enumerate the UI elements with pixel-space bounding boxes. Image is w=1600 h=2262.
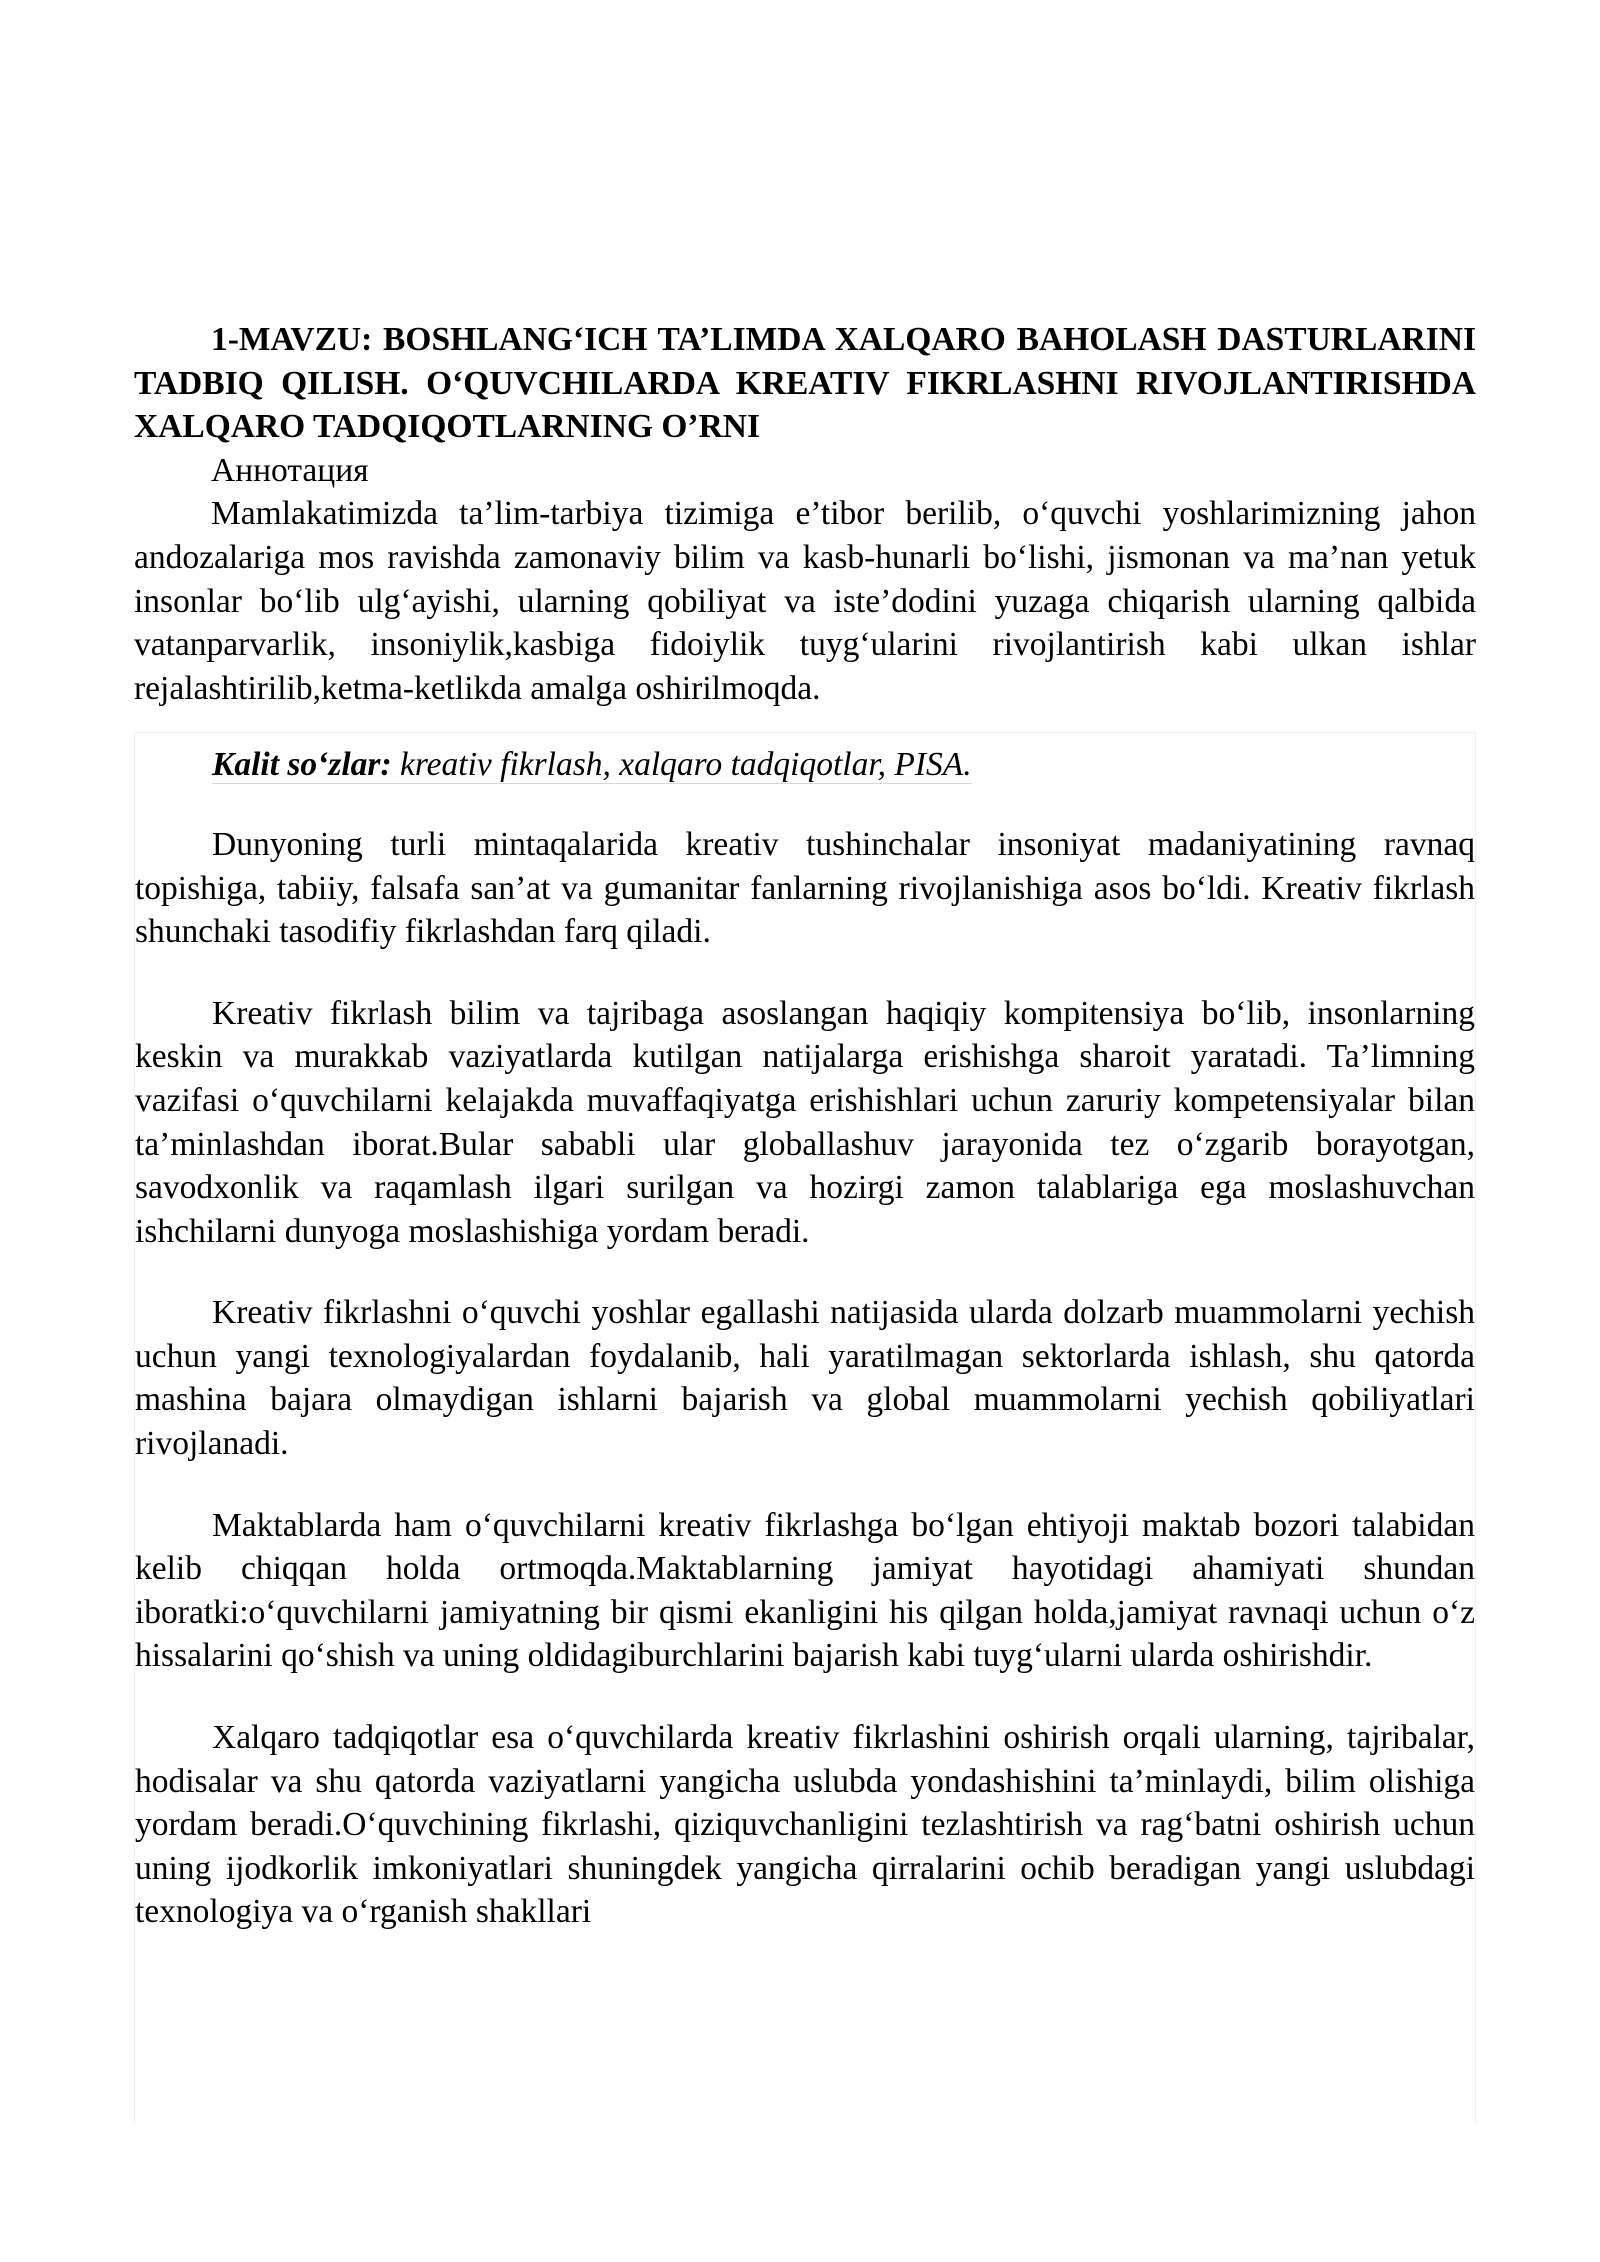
- document-title: 1-MAVZU: BOSHLANG‘ICH TA’LIMDA XALQARO BAHOLASH DASTURLARINI TADBIQ QILISH. O‘QUVCHILARDA KREATIV FIKRLASHNI RIVOJLANTIRISHDA XALQARO TADQIQOTLARNING O’RNI: [134, 321, 1476, 446]
- paragraph-4: Maktablarda ham o‘quvchilarni kreativ fikrlashga bo‘lgan ehtiyoji maktab bozori talabidan kelib chiqqan holda ortmoqda.Maktablarning jamiyat hayotidagi ahamiyati shundan iboratki:o‘quvchilarni jamiyatning bir qismi ekanligini his qilgan holda,jamiyat ravnaqi uchun o‘z hissalarini qo‘shish va uning oldidagiburchlarini bajarish kabi tuyg‘ularni ularda oshirishdir.: [135, 1506, 1475, 1675]
- keywords-text: kreativ fikrlash, xalqaro tadqiqotlar, PISA.: [391, 746, 972, 784]
- main-text-frame: [134, 732, 1476, 2123]
- document-body: [134, 318, 1476, 2123]
- paragraph-2: Kreativ fikrlash bilim va tajribaga asoslangan haqiqiy kompitensiya bo‘lib, insonlarning keskin va murakkab vaziyatlarda kutilgan natijalarga erishishga sharoit yaratadi. Ta’limning vazifasi o‘quvchilarni kelajakda muvaffaqiyatga erishishlari uchun zaruriy kompetensiyalar bilan ta’minlashdan iborat.Bular sababli ular globallashuv jarayonida tez o‘zgarib borayotgan, savodxonlik va raqamlash ilgari surilgan va hozirgi zamon talablariga ega moslashuvchan ishchilarni dunyoga moslashishiga yordam beradi.: [135, 994, 1475, 1250]
- annotation-label: Аннотация: [211, 451, 369, 489]
- keywords-label: Kalit so‘zlar:: [212, 746, 392, 784]
- annotation-text: Mamlakatimizda ta’lim-tarbiya tizimiga e’tibor berilib, o‘quvchi yoshlarimizning jahon andozalariga mos ravishda zamonaviy bilim va kasb-hunarli bo‘lishi, jismonan va ma’nan yetuk insonlar bo‘lib ulg‘ayishi, ularning qobiliyat va iste’dodini yuzaga chiqarish ularning qalbida vatanparvarlik, insoniylik,kasbiga fidoiylik tuyg‘ularini rivojlantirish kabi ulkan ishlar rejalashtirilib,ketma-ketlikda amalga oshirilmoqda.: [134, 495, 1476, 707]
- keywords-line: [135, 733, 1475, 787]
- paragraph-1: Dunyoning turli mintaqalarida kreativ tushinchalar insoniyat madaniyatining ravnaq topishiga, tabiiy, falsafa san’at va gumanitar fanlarning rivojlanishiga asos bo‘ldi. Kreativ fikrlash shunchaki tasodifiy fikrlashdan farq qiladi.: [135, 825, 1475, 951]
- paragraph-3: Kreativ fikrlashni o‘quvchi yoshlar egallashi natijasida ularda dolzarb muammolarni yechish uchun yangi texnologiyalardan foydalanib, hali yaratilmagan sektorlarda ishlash, shu qatorda mashina bajara olmaydigan ishlarni bajarish va global muammolarni yechish qobiliyatlari rivojlanadi.: [135, 1294, 1475, 1463]
- paragraph-5: Xalqaro tadqiqotlar esa o‘quvchilarda kreativ fikrlashini oshirish orqali ularning, tajribalar, hodisalar va shu qatorda vaziyatlarni yangicha uslubda yondashishini ta’minlaydi, bilim olishiga yordam beradi.O‘quvchining fikrlashi, qiziquvchanligini tezlashtirish va rag‘batni oshirish uchun uning ijodkorlik imkoniyatlari shuningdek yangicha qirralarini ochib beradigan yangi uslubdagi texnologiya va o‘rganish shakllari: [135, 1719, 1475, 1931]
